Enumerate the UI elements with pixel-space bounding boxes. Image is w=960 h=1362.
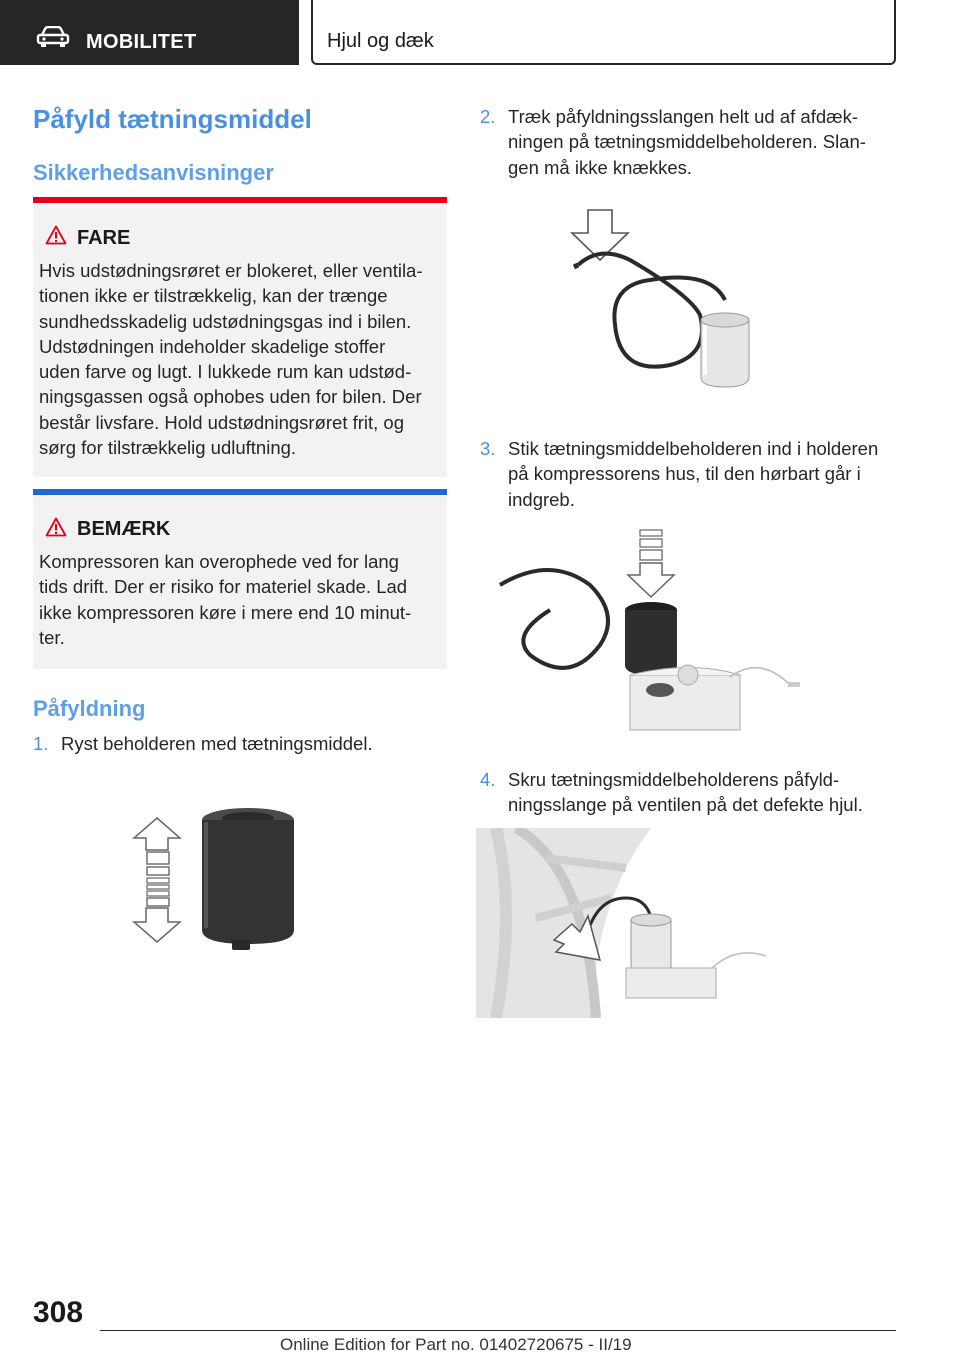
danger-text: [39, 258, 439, 460]
step-number: 2.: [480, 106, 496, 127]
wheel-valve-illustration: [476, 828, 776, 1018]
text-line: Ryst beholderen med tætningsmiddel.: [61, 733, 373, 754]
text-line: Stik tætningsmiddelbeholderen ind i holderen: [508, 438, 879, 459]
text-line: sundhedsskadelig udstødningsgas ind i bilen.: [39, 310, 412, 332]
text-line: ningen på tætningsmiddelbeholderen. Slan-: [508, 131, 866, 153]
text-line: ningsgassen også ophobes uden for bilen. Der: [39, 386, 422, 408]
car-icon: [36, 26, 70, 48]
step-number: 1.: [33, 733, 49, 754]
text-line: ter.: [39, 626, 65, 648]
subtitle: Sikkerhedsanvisninger: [33, 160, 274, 185]
text-line: sørg for tilstrækkelig udluftning.: [39, 437, 297, 459]
text-line: Kompressoren kan overophede ved for lang: [39, 551, 399, 572]
danger-notice: [33, 197, 447, 477]
insert-canister-illustration: [490, 525, 810, 745]
page-number: 308: [33, 1296, 84, 1329]
text-line: ikke kompressoren køre i mere end 10 minut-: [39, 601, 412, 623]
shake-canister-illustration: [132, 800, 302, 960]
note-bar: [33, 489, 447, 495]
text-line: Skru tætningsmiddelbeholderens påfyld-: [508, 769, 840, 790]
note-text: [39, 549, 439, 650]
edition-note: Online Edition for Part no. 01402720675 - II/19: [280, 1335, 632, 1354]
danger-bar: [33, 197, 447, 203]
section-heading: Påfyldning: [33, 696, 146, 721]
text-line: uden farve og lugt. I lukkede rum kan udstød-: [39, 361, 412, 383]
footer-divider: [100, 1330, 896, 1331]
text-line: ningsslange på ventilen på det defekte hjul.: [508, 794, 863, 816]
step-number: 3.: [480, 438, 496, 459]
text-line: indgreb.: [508, 488, 575, 510]
text-line: gen må ikke knækkes.: [508, 156, 693, 178]
text-line: tids drift. Der er risiko for materiel skade. Lad: [39, 576, 408, 598]
section-label: MOBILITET: [86, 31, 197, 53]
page-title: Påfyld tætningsmiddel: [33, 104, 312, 134]
text-line: tionen ikke er tilstrækkelig, kan der trænge: [39, 285, 388, 307]
pull-hose-illustration: [570, 205, 770, 400]
step-number: 4.: [480, 769, 496, 790]
chapter-label: Hjul og dæk: [327, 30, 434, 52]
chapter-header: [311, 0, 896, 65]
warning-triangle-icon: [45, 517, 67, 537]
danger-title: FARE: [77, 227, 131, 249]
text-line: Udstødningen indeholder skadelige stoffer: [39, 335, 386, 357]
section-tab[interactable]: [0, 0, 299, 65]
warning-triangle-icon: [45, 225, 67, 245]
note-notice: [33, 489, 447, 669]
text-line: består livsfare. Hold udstødningsrøret frit, og: [39, 411, 405, 433]
note-title: BEMÆRK: [77, 518, 171, 540]
text-line: Hvis udstødningsrøret er blokeret, eller ventila-: [39, 260, 423, 281]
text-line: Træk påfyldningsslangen helt ud af afdæk-: [508, 106, 858, 127]
text-line: på kompressorens hus, til den hørbart går i: [508, 463, 861, 485]
